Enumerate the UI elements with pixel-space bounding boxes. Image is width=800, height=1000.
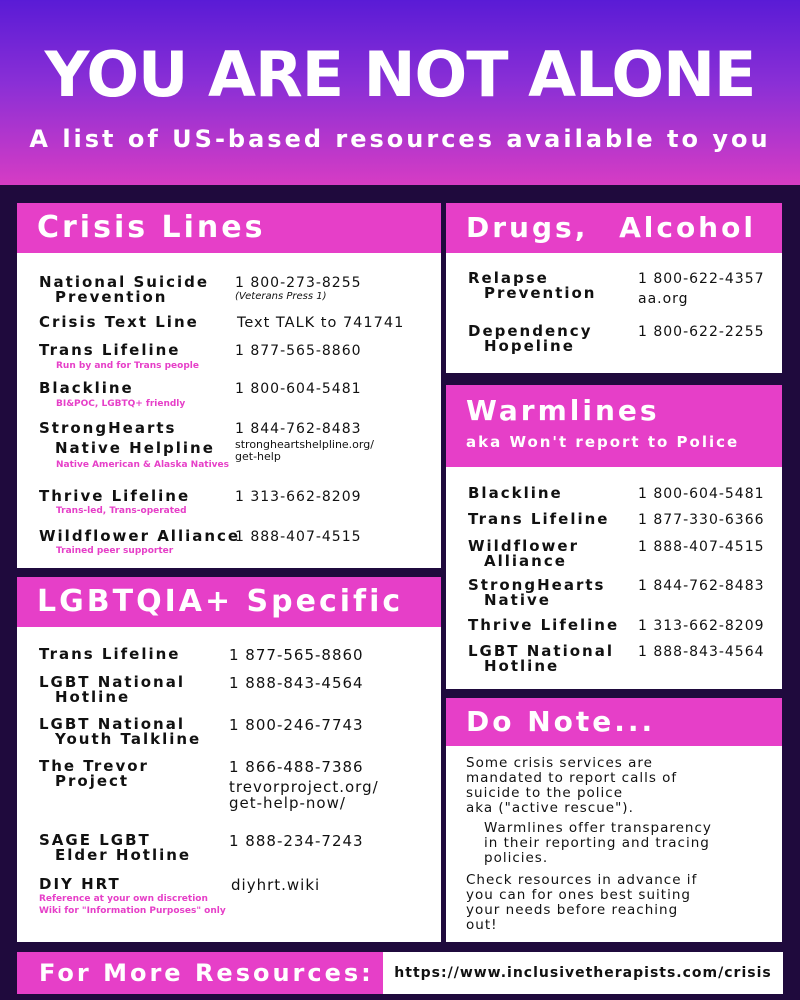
lgbtqia-panel: LGBTQIA+ Specific Trans Lifeline 1 877-565-8860 LGBT National Hotline 1 888-843-4564 LGBT National Youth Talkline 1 800-246-7743 The Trevor Project 1 866-488-7386 trevorproject.org/ get-help-now/ SAGE LGBT Elder Hotline 1 888-234-7243 DIY HRT Reference at your own discretion Wiki for "Information Purposes" only diyhrt.wiki xyxy=(17,577,441,942)
header-banner xyxy=(0,0,800,185)
note-paragraph: Some crisis services are mandated to report calls of suicide to the police aka ("active rescue"). xyxy=(466,755,678,816)
crisis-lines-panel: Crisis Lines National Suicide Prevention 1 800-273-8255 (Veterans Press 1) Crisis Text Line Text TALK to 741741 Trans Lifeline Run by and for Trans people 1 877-565-8860 Blackline BI&POC, LGBTQ+ friendly 1 800-604-5481 StrongHearts Native Helpline Native American & Alaska Natives 1 844-762-8483 strongheartshelpline.org/ get-help Thrive Lifeline Trans-led, Trans-operated 1 313-662-8209 Wildflower Alliance Trained peer supporter 1 888-407-4515 xyxy=(17,203,441,568)
drugs-alcohol-title: Drugs, Alcohol xyxy=(446,203,782,253)
footer-url-link[interactable]: https://www.inclusivetherapists.com/crisis xyxy=(383,952,783,994)
warmlines-header xyxy=(446,385,782,467)
lgbtqia-title: LGBTQIA+ Specific xyxy=(17,577,441,627)
warmlines-subtitle: aka Won't report to Police xyxy=(466,433,740,451)
do-note-panel xyxy=(446,698,782,942)
note-paragraph: Check resources in advance if you can for ones best suiting your needs before reaching out! xyxy=(466,872,698,933)
note-paragraph: Warmlines offer transparency in their reporting and tracing policies. xyxy=(484,820,712,866)
page-subtitle: A list of US-based resources available to you xyxy=(29,125,771,153)
warmlines-title: Warmlines xyxy=(466,394,660,427)
footer-label: For More Resources: xyxy=(17,952,383,994)
crisis-lines-title: Crisis Lines xyxy=(17,203,441,253)
do-note-title: Do Note... xyxy=(446,698,782,746)
warmlines-panel: Warmlines aka Won't report to Police Blackline 1 800-604-5481 Trans Lifeline 1 877-330-6366 Wildflower Alliance 1 888-407-4515 StrongHearts Native 1 844-762-8483 Thrive Lifeline 1 313-662-8209 LGBT National Hotline 1 888-843-4564 xyxy=(446,385,782,689)
page-title: YOU ARE NOT ALONE xyxy=(44,38,756,111)
drugs-alcohol-panel: Drugs, Alcohol Relapse Prevention 1 800-622-4357 aa.org Dependency Hopeline 1 800-622-2255 xyxy=(446,203,782,373)
